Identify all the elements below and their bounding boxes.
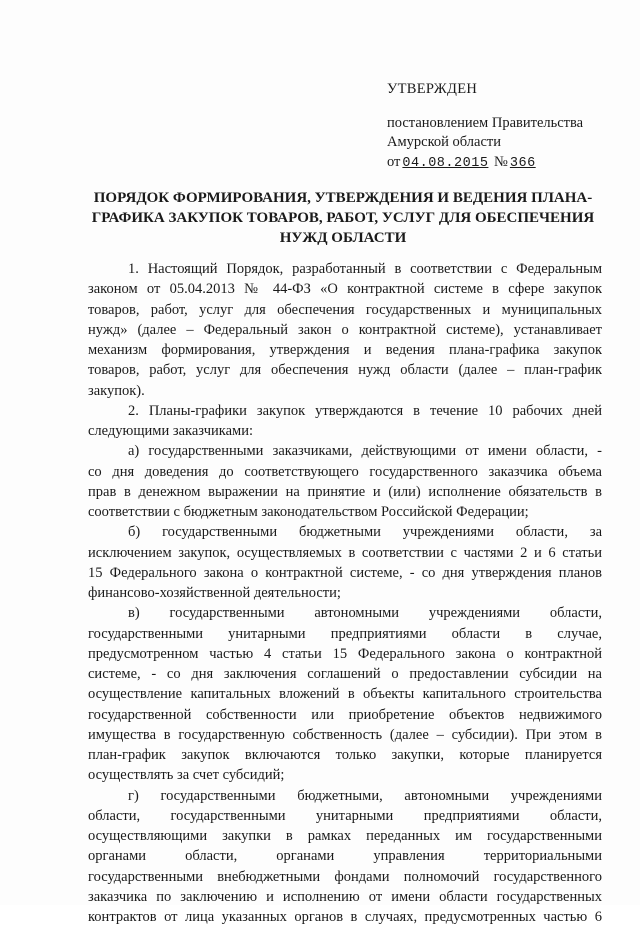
body-line: государственными унитарными предприятиями области в случае, [88, 625, 602, 642]
body-line: предусмотренном частью 4 статьи 15 Федерального закона о контрактной [88, 645, 602, 662]
body-line: 2. Планы-графики закупок утверждаются в течение 10 рабочих дней [128, 402, 602, 419]
body-line: соответствии с бюджетным законодательством Российской Федерации; [88, 504, 529, 520]
body-line: г) государственными бюджетными, автономными учреждениями [128, 787, 602, 804]
approval-stamp [387, 80, 617, 173]
body-line: исключением закупок, осуществляемых в соответствии с частями 2 и 6 статьи [88, 544, 602, 561]
title-line: ПОРЯДОК ФОРМИРОВАНИЯ, УТВЕРЖДЕНИЯ И ВЕДЕНИЯ ПЛАНА- [93, 190, 593, 206]
body-line: контрактов от лица указанных органов в случаях, предусмотренных частью 6 [88, 909, 602, 925]
body-line: план-график закупок включаются только закупки, которые планируется [88, 747, 602, 763]
body-line: со дня доведения до соответствующего государственного заказчика объема [88, 463, 602, 480]
body-line: товаров, работ, услуг для обеспечения нужд области (далее – план-график [88, 362, 602, 379]
body-line: осуществлять за счет субсидий; [88, 767, 285, 784]
body-line: государственной собственности или приобретение объектов недвижимого [88, 706, 602, 723]
body-line: следующими заказчиками: [88, 423, 254, 439]
body-line: нужд» (далее – Федеральный закон о контрактной системе), устанавливает [88, 321, 602, 338]
body-line: 1. Настоящий Порядок, разработанный в соответствии с Федеральным [128, 261, 602, 277]
title-line: НУЖД ОБЛАСТИ [279, 230, 407, 246]
body-line: имущества в государственную собственность (далее – субсидии). При этом в [88, 726, 602, 743]
body-line: осуществление капитальных вложений в объекты капитального строительства [88, 686, 602, 703]
body-line: товаров, работ, услуг для обеспечения государственных и муниципальных [88, 301, 602, 318]
body-line: механизм формирования, утверждения и ведения плана-графика закупок [88, 342, 602, 358]
body-line: а) государственными заказчиками, действующими от имени области, - [128, 443, 602, 460]
approval-word: УТВЕРЖДЕН [387, 81, 478, 97]
body-line: законом от 05.04.2013 № 44-ФЗ «О контрактной системе в сфере закупок [88, 281, 602, 298]
document-body [88, 259, 602, 927]
body-line: осуществляющими закупки в рамках переданных им государственными [88, 828, 602, 844]
body-line: в) государственными автономными учреждениями области, [128, 605, 602, 622]
body-line: закупок). [88, 382, 145, 399]
body-line: системе, - со дня заключения соглашений о предоставлении субсидии на [88, 666, 602, 682]
approval-date-line [387, 153, 617, 174]
body-line: прав в денежном выражении на принятие и (или) исполнение обязательств в [88, 483, 602, 500]
body-line: государственными внебюджетными фондами полномочий государственного [88, 868, 602, 885]
body-line: области, государственными унитарными предприятиями области, [88, 807, 602, 824]
approval-line-2: Амурской области [387, 134, 501, 150]
approval-number: 366 [509, 155, 536, 171]
document-title [78, 188, 608, 248]
body-line: органами области, органами управления территориальными [88, 848, 602, 865]
approval-line-1: постановлением Правительства [387, 114, 584, 131]
body-line: б) государственными бюджетными учреждениями области, за [128, 524, 602, 541]
body-line: 15 Федерального закона о контрактной системе, - со дня утверждения планов [88, 564, 602, 581]
body-line: финансово-хозяйственной деятельности; [88, 585, 341, 601]
number-prefix: № [494, 153, 508, 170]
approval-date: 04.08.2015 [402, 155, 489, 171]
body-line: заказчика по заключению и исполнению от имени области государственных [88, 888, 602, 905]
title-line: ГРАФИКА ЗАКУПОК ТОВАРОВ, РАБОТ, УСЛУГ ДЛЯ ОБЕСПЕЧЕНИЯ [91, 210, 595, 226]
date-prefix: от [387, 153, 401, 170]
